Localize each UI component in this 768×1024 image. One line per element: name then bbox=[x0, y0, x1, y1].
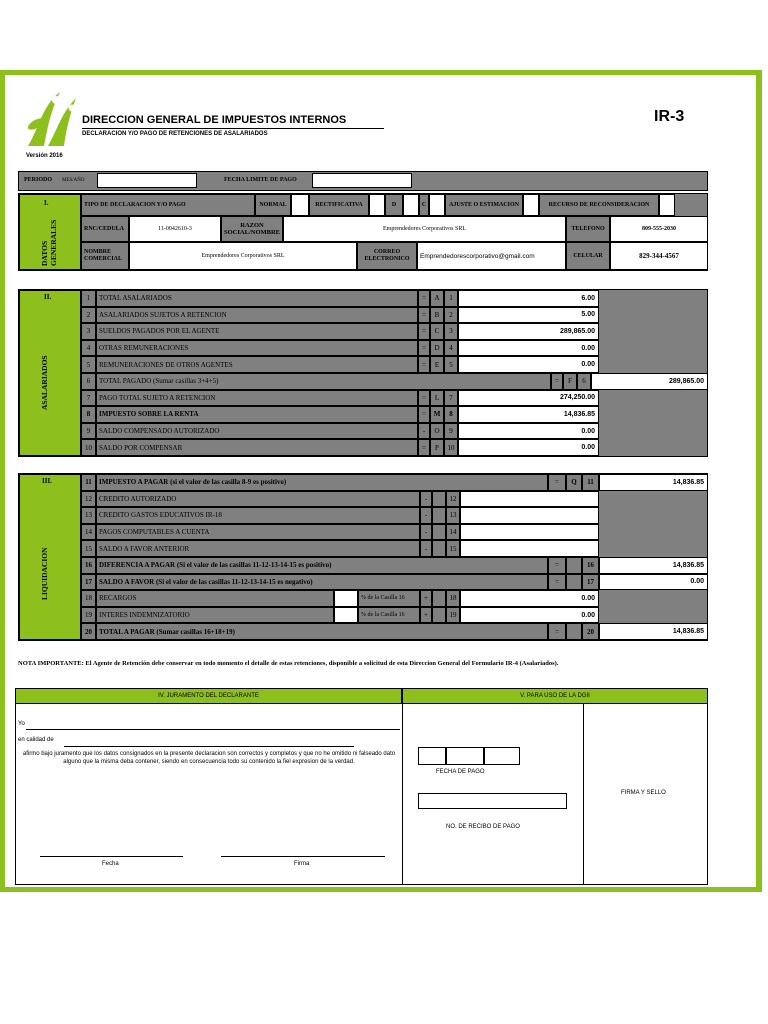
s3-row-op: - bbox=[420, 540, 432, 557]
s3-row-op: = bbox=[548, 557, 566, 574]
period-label: PERIODO bbox=[24, 177, 53, 183]
s3-row-value[interactable]: 14,836.85 bbox=[599, 557, 708, 574]
correo-value[interactable]: Emprendedorescorporativo@gmail.com bbox=[417, 242, 566, 270]
s3-row-label: CREDITO GASTOS EDUCATIVOS IR-18 bbox=[96, 507, 420, 524]
s2-row-letter: F bbox=[563, 373, 577, 390]
s3-row-label: DIFERENCIA A PAGAR (Si el valor de las casillas 11-12-13-14-15 es positivo) bbox=[96, 557, 548, 574]
recurso-label: RECURSO DE RECONSIDERACION bbox=[539, 194, 659, 216]
s3-row-value[interactable]: 14,836.85 bbox=[599, 623, 708, 640]
s3-row-pct-input[interactable] bbox=[334, 607, 358, 624]
d-label: D bbox=[385, 194, 403, 216]
s2-row-num: 3 bbox=[81, 323, 96, 340]
s2-row-value[interactable]: 6.00 bbox=[458, 290, 599, 307]
recibo-label: NO. DE RECIBO DE PAGO bbox=[446, 824, 520, 830]
s2-row-letter: C bbox=[430, 323, 444, 340]
firma-sello-label: FIRMA Y SELLO bbox=[621, 790, 666, 796]
s3-row-box: 16 bbox=[582, 557, 599, 574]
section2-right-panel bbox=[599, 290, 707, 372]
s2-row-op: = bbox=[418, 323, 430, 340]
s2-row-label: ASALARIADOS SUJETOS A RETENCION bbox=[96, 307, 418, 324]
s2-row-op: = bbox=[418, 340, 430, 357]
s2-row-value[interactable]: 0.00 bbox=[458, 423, 599, 440]
s2-row-op: = bbox=[551, 373, 563, 390]
s2-row-op: - bbox=[418, 423, 430, 440]
section-divider bbox=[402, 704, 403, 885]
s2-row-op: = bbox=[418, 356, 430, 373]
s2-row-value[interactable]: 289,865.00 bbox=[591, 373, 708, 390]
ajuste-label: AJUSTE O ESTIMACION bbox=[445, 194, 523, 216]
s3-row-value[interactable] bbox=[460, 507, 599, 524]
s2-row-num: 4 bbox=[81, 340, 96, 357]
s3-row-box: 18 bbox=[446, 590, 460, 607]
nombre-comercial-value[interactable]: Emprendedores Corporativos SRL bbox=[129, 242, 357, 270]
s2-row-num: 10 bbox=[81, 439, 96, 456]
razon-value[interactable]: Emprendedores Corporativos SRL bbox=[283, 216, 566, 242]
s3-row-box: 12 bbox=[446, 491, 460, 508]
fecha-pago-box-1[interactable] bbox=[418, 747, 446, 765]
s2-row-box: 6 bbox=[577, 373, 591, 390]
s3-row-op: - bbox=[420, 507, 432, 524]
s3-row-label: INTERES INDEMNIZATORIO bbox=[96, 607, 334, 624]
section3-side-label: LIQUIDACION bbox=[40, 547, 49, 600]
s2-row-label: TOTAL ASALARIADOS bbox=[96, 290, 418, 307]
s3-row-op: - bbox=[420, 524, 432, 541]
s2-row-label: REMUNERACIONES DE OTROS AGENTES bbox=[96, 356, 418, 373]
s3-row-blank bbox=[432, 607, 446, 624]
s3-row-blank bbox=[432, 590, 446, 607]
s3-row-label: SALDO A FAVOR (Si el valor de las casillas 11-12-13-14-15 es negativo) bbox=[96, 574, 548, 591]
s2-row-num: 7 bbox=[81, 390, 96, 407]
s2-row-label: SALDO POR COMPENSAR bbox=[96, 439, 418, 456]
s3-row-label: IMPUESTO A PAGAR (si el valor de las casilla 8-9 es positivo) bbox=[96, 474, 548, 491]
s3-row-label: PAGOS COMPUTABLES A CUENTA bbox=[96, 524, 420, 541]
s2-row-letter: L bbox=[430, 390, 444, 407]
c-label: C bbox=[419, 194, 429, 216]
s3-row-blank bbox=[432, 524, 446, 541]
s2-row-box: 10 bbox=[444, 439, 458, 456]
s2-row-box: 2 bbox=[444, 307, 458, 324]
telefono-value[interactable]: 809-555-2030 bbox=[610, 216, 708, 242]
s3-row-letter: Q bbox=[566, 474, 582, 491]
s3-row-box: 15 bbox=[446, 540, 460, 557]
s2-row-letter: M bbox=[430, 406, 444, 423]
s3-row-value[interactable] bbox=[460, 524, 599, 541]
period-sub: MES/AÑO bbox=[62, 178, 85, 183]
s2-row-value[interactable]: 5.00 bbox=[458, 307, 599, 324]
s3-row-value[interactable] bbox=[460, 540, 599, 557]
version-label: Versión 2016 bbox=[26, 153, 63, 159]
s2-row-num: 9 bbox=[81, 423, 96, 440]
s2-row-box: 4 bbox=[444, 340, 458, 357]
s3-row-op: - bbox=[420, 491, 432, 508]
s2-row-value[interactable]: 274,250.00 bbox=[458, 390, 599, 407]
fecha-pago-label: FECHA DE PAGO bbox=[436, 769, 485, 775]
s2-row-label: PAGO TOTAL SUJETO A RETENCION bbox=[96, 390, 418, 407]
c-checkbox[interactable] bbox=[429, 194, 445, 216]
org-title: DIRECCION GENERAL DE IMPUESTOS INTERNOS bbox=[82, 114, 347, 126]
s2-row-num: 1 bbox=[81, 290, 96, 307]
s3-row-label: SALDO A FAVOR ANTERIOR bbox=[96, 540, 420, 557]
rectificativa-checkbox[interactable] bbox=[369, 194, 385, 216]
s2-row-op: = bbox=[418, 290, 430, 307]
period-input[interactable] bbox=[97, 173, 197, 188]
s3-row-op: = bbox=[548, 574, 566, 591]
s3-row-num: 11 bbox=[81, 474, 96, 491]
s2-row-label: IMPUESTO SOBRE LA RENTA bbox=[96, 406, 418, 423]
section5-divider bbox=[583, 704, 584, 885]
s3-row-value[interactable]: 0.00 bbox=[599, 574, 708, 591]
s3-row-blank bbox=[432, 491, 446, 508]
s3-row-pct-label: % de la Casilla 16 bbox=[358, 590, 420, 607]
section2-side-label: ASALARIADOS bbox=[40, 355, 49, 410]
s2-row-letter: D bbox=[430, 340, 444, 357]
telefono-label: TELEFONO bbox=[566, 216, 610, 242]
important-note: NOTA IMPORTANTE: El Agente de Retención debe conservar en todo momento el detalle de estas retenciones, disponible a solicitud de esta Direccion General del Formulario IR-4 (Asalariados). bbox=[18, 660, 559, 667]
s2-row-value[interactable]: 0.00 bbox=[458, 356, 599, 373]
s3-row-label: CREDITO AUTORIZADO bbox=[96, 491, 420, 508]
section5-title: V. PARA USO DE LA DGII bbox=[402, 688, 708, 704]
rnc-label: RNC/CEDULA bbox=[81, 216, 129, 242]
s2-row-box: 8 bbox=[444, 406, 458, 423]
s3-row-label: TOTAL A PAGAR (Sumar casillas 16+18+19) bbox=[96, 623, 548, 640]
correo-label: CORREO ELECTRONICO bbox=[357, 242, 417, 270]
s2-row-value[interactable]: 0.00 bbox=[458, 439, 599, 456]
s3-row-value[interactable]: 0.00 bbox=[460, 607, 599, 624]
fecha-pago-box-2[interactable] bbox=[446, 747, 484, 765]
due-date-label: FECHA LIMITE DE PAGO bbox=[224, 177, 297, 183]
s2-row-value[interactable]: 0.00 bbox=[458, 340, 599, 357]
s3-row-box: 19 bbox=[446, 607, 460, 624]
s3-row-label: RECARGOS bbox=[96, 590, 334, 607]
s2-row-letter: B bbox=[430, 307, 444, 324]
normal-label: NORMAL bbox=[255, 194, 291, 216]
s2-row-label: SUELDOS PAGADOS POR EL AGENTE bbox=[96, 323, 418, 340]
s2-row-label: OTRAS REMUNERACIONES bbox=[96, 340, 418, 357]
s3-row-letter bbox=[566, 623, 582, 640]
s3-row-num: 14 bbox=[81, 524, 96, 541]
s2-row-num: 8 bbox=[81, 406, 96, 423]
s3-row-letter bbox=[566, 557, 582, 574]
form-subtitle: DECLARACION Y/O PAGO DE RETENCIONES DE ASALARIADOS bbox=[82, 131, 268, 137]
s3-row-num: 17 bbox=[81, 574, 96, 591]
s3-row-num: 15 bbox=[81, 540, 96, 557]
razon-label: RAZON SOCIAL/NOMBRE bbox=[221, 216, 283, 242]
normal-checkbox[interactable] bbox=[291, 194, 309, 216]
s3-row-blank bbox=[432, 507, 446, 524]
s3-row-box: 17 bbox=[582, 574, 599, 591]
tipo-label: TIPO DE DECLARACION Y/O PAGO bbox=[81, 194, 255, 216]
s3-row-value[interactable]: 14,836.85 bbox=[599, 474, 708, 491]
s2-row-num: 6 bbox=[81, 373, 96, 390]
s2-row-label: TOTAL PAGADO (Sumar casillas 3+4+5) bbox=[96, 373, 551, 390]
s3-row-blank bbox=[432, 540, 446, 557]
s2-row-letter: P bbox=[430, 439, 444, 456]
s2-row-op: = bbox=[418, 439, 430, 456]
logo-text bbox=[22, 86, 23, 87]
s2-row-op: = bbox=[418, 390, 430, 407]
s2-row-box: 5 bbox=[444, 356, 458, 373]
section3-num: III. bbox=[42, 477, 52, 485]
s3-row-num: 19 bbox=[81, 607, 96, 624]
section3-side bbox=[19, 474, 81, 640]
s3-row-op: + bbox=[420, 590, 432, 607]
s3-row-box: 11 bbox=[582, 474, 599, 491]
recibo-box[interactable] bbox=[418, 793, 567, 809]
s2-row-op: = bbox=[418, 406, 430, 423]
s3-row-letter bbox=[566, 574, 582, 591]
s3-row-box: 20 bbox=[582, 623, 599, 640]
s2-row-op: = bbox=[418, 307, 430, 324]
due-date-input[interactable] bbox=[312, 173, 412, 188]
s3-row-op: = bbox=[548, 474, 566, 491]
s3-row-value[interactable] bbox=[460, 491, 599, 508]
dgii-logo bbox=[22, 86, 78, 148]
fecha-pago-box-3[interactable] bbox=[484, 747, 520, 765]
s3-row-box: 14 bbox=[446, 524, 460, 541]
s3-row-num: 13 bbox=[81, 507, 96, 524]
s2-row-value[interactable]: 289,865.00 bbox=[458, 323, 599, 340]
s3-row-pct-label: % de la Casilla 16 bbox=[358, 607, 420, 624]
s2-row-num: 2 bbox=[81, 307, 96, 324]
s2-row-label: SALDO COMPENSADO AUTORIZADO bbox=[96, 423, 418, 440]
yo-line[interactable] bbox=[26, 729, 400, 730]
fecha-label: Fecha bbox=[102, 861, 119, 867]
s2-row-box: 1 bbox=[444, 290, 458, 307]
s3-row-num: 18 bbox=[81, 590, 96, 607]
oath-text: afirmo bajo juramento que los datos consignados en la presente declaracion son correctos y completos y que no he omitido ni falseado dato alguno que la misma deba contener, siendo en consecuencia todo su contenido la fiel expresion de la verdad. bbox=[22, 751, 396, 765]
s3-row-num: 20 bbox=[81, 623, 96, 640]
calidad-line[interactable] bbox=[64, 746, 354, 747]
s2-row-letter: O bbox=[430, 423, 444, 440]
s2-row-box: 7 bbox=[444, 390, 458, 407]
section2-num: II. bbox=[44, 293, 52, 301]
s2-row-letter: E bbox=[430, 356, 444, 373]
section4-title: IV. JURAMENTO DEL DECLARANTE bbox=[15, 688, 402, 704]
title-underline bbox=[82, 128, 384, 129]
logo-icon bbox=[22, 86, 78, 148]
d-checkbox[interactable] bbox=[403, 194, 419, 216]
s2-row-box: 3 bbox=[444, 323, 458, 340]
s3-row-op: + bbox=[420, 607, 432, 624]
section1-num: I. bbox=[44, 199, 49, 207]
s3-row-num: 12 bbox=[81, 491, 96, 508]
firma-label: Firma bbox=[294, 861, 310, 867]
celular-value[interactable]: 829-344-4567 bbox=[610, 242, 708, 270]
s3-row-pct-input[interactable] bbox=[334, 590, 358, 607]
s2-row-letter: A bbox=[430, 290, 444, 307]
section2-side bbox=[19, 290, 81, 456]
s3-row-value[interactable]: 0.00 bbox=[460, 590, 599, 607]
s3-row-box: 13 bbox=[446, 507, 460, 524]
s2-row-box: 9 bbox=[444, 423, 458, 440]
fecha-line[interactable] bbox=[40, 856, 183, 857]
recurso-checkbox[interactable] bbox=[659, 194, 675, 216]
firma-line[interactable] bbox=[221, 856, 385, 857]
section1-side-label: DATOS GENERALES bbox=[40, 219, 58, 266]
form-code: IR-3 bbox=[654, 108, 685, 125]
celular-label: CELULAR bbox=[566, 242, 610, 270]
s2-row-value[interactable]: 14,836.85 bbox=[458, 406, 599, 423]
rnc-value[interactable]: 11-0042610-3 bbox=[129, 216, 221, 242]
calidad-label: en calidad de bbox=[18, 737, 54, 743]
rectificativa-label: RECTIFICATIVA bbox=[309, 194, 369, 216]
s3-row-num: 16 bbox=[81, 557, 96, 574]
s3-row-op: = bbox=[548, 623, 566, 640]
nombre-comercial-label: NOMBRE COMERCIAL bbox=[81, 242, 129, 270]
ajuste-checkbox[interactable] bbox=[523, 194, 539, 216]
yo-label: Yo bbox=[18, 721, 25, 727]
s2-row-num: 5 bbox=[81, 356, 96, 373]
